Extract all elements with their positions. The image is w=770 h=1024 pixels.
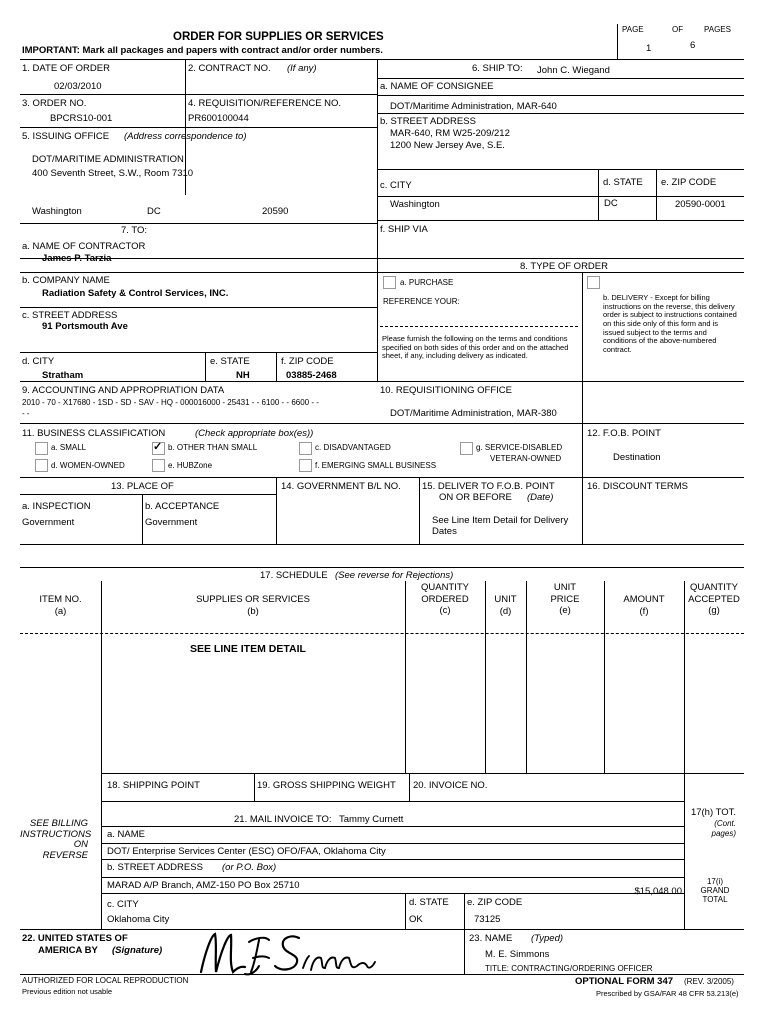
order-no-value: BPCRS10-001	[50, 113, 113, 124]
officer-name-label: 23. NAME	[469, 933, 513, 944]
signature-image	[195, 928, 380, 978]
contractor-zip-value: 03885-2468	[286, 370, 337, 381]
invoice-zip-label: e. ZIP CODE	[467, 897, 523, 908]
issuing-office-line1: DOT/MARITIME ADMINISTRATION	[32, 154, 184, 165]
grand-total-label: 17(i) GRAND TOTAL	[700, 877, 730, 904]
schedule-hint: (See reverse for Rejections)	[335, 570, 454, 581]
hubzone-label: e. HUBZone	[168, 461, 213, 470]
contractor-state-value: NH	[236, 370, 250, 381]
page-label: PAGE	[622, 25, 644, 34]
total-cont-pages: 17(h) TOT. (Cont. pages)	[690, 807, 736, 838]
date-of-order-label: 1. DATE OF ORDER	[22, 63, 110, 74]
form-title: ORDER FOR SUPPLIES OR SERVICES	[173, 31, 384, 43]
prescribed-by: Prescribed by GSA/FAR 48 CFR 53.213(e)	[596, 989, 739, 998]
hubzone-checkbox[interactable]	[152, 459, 165, 472]
accounting-line2: - -	[22, 409, 30, 418]
ship-state-value: DC	[604, 198, 618, 209]
order-no-label: 3. ORDER NO.	[22, 98, 87, 109]
issuing-office-label: 5. ISSUING OFFICE	[22, 131, 110, 142]
ship-to-value: John C. Wiegand	[537, 65, 610, 76]
invoice-city-label: c. CITY	[107, 899, 139, 910]
ship-zip-label: e. ZIP CODE	[661, 177, 717, 188]
emerging-small-business-label: f. EMERGING SMALL BUSINESS	[315, 461, 437, 470]
contractor-name-label: a. NAME OF CONTRACTOR	[22, 241, 146, 252]
invoice-street-hint: (or P.O. Box)	[222, 862, 277, 873]
pages-label: PAGES	[704, 25, 731, 34]
contractor-zip-label: f. ZIP CODE	[281, 356, 334, 367]
issuing-office-hint: (Address correspondence to)	[124, 131, 247, 142]
mail-invoice-label: 21. MAIL INVOICE TO:	[234, 814, 332, 825]
other-than-small-check-icon: ✓	[153, 441, 163, 453]
contractor-city-label: d. CITY	[22, 356, 55, 367]
invoice-state-label: d. STATE	[409, 897, 449, 908]
invoice-state-value: OK	[409, 914, 423, 925]
schedule-label: 17. SCHEDULE	[260, 570, 328, 581]
page-number: 1	[646, 43, 652, 54]
discount-terms-label: 16. DISCOUNT TERMS	[587, 481, 689, 492]
inspection-value: Government	[22, 517, 75, 528]
invoice-zip-value: 73125	[474, 914, 501, 925]
authorized-reproduction: AUTHORIZED FOR LOCAL REPRODUCTION	[22, 976, 189, 985]
col-supplies: SUPPLIES OR SERVICES (b)	[196, 594, 310, 617]
united-states-label: 22. UNITED STATES OF	[22, 933, 128, 944]
company-name-label: b. COMPANY NAME	[22, 275, 110, 286]
grand-total-amount: $15,048.00	[634, 886, 682, 897]
of-label: OF	[672, 25, 684, 34]
invoice-street-label: b. STREET ADDRESS	[107, 862, 203, 873]
other-than-small-label: b. OTHER THAN SMALL	[168, 443, 258, 452]
ship-via-label: f. SHIP VIA	[380, 224, 428, 235]
small-checkbox[interactable]	[35, 442, 48, 455]
ship-city-value: Washington	[390, 199, 440, 210]
women-owned-label: d. WOMEN-OWNED	[51, 461, 125, 470]
previous-edition: Previous edition not usable	[22, 987, 113, 996]
business-classification-label: 11. BUSINESS CLASSIFICATION	[22, 428, 166, 439]
veteran-owned-label: VETERAN-OWNED	[490, 454, 562, 463]
type-of-order-label: 8. TYPE OF ORDER	[520, 261, 608, 272]
requisition-no-value: PR600100044	[188, 113, 249, 124]
officer-title: TITLE: CONTRACTING/ORDERING OFFICER	[485, 964, 653, 973]
deliver-to-value1: See Line Item Detail for Delivery	[432, 515, 569, 526]
invoice-name-label: a. NAME	[107, 829, 146, 840]
contract-no-hint: (If any)	[287, 63, 317, 74]
optional-form-number: OPTIONAL FORM 347	[575, 976, 674, 987]
service-disabled-label: g. SERVICE-DISABLED	[476, 443, 563, 452]
ship-city-label: c. CITY	[380, 180, 412, 191]
acceptance-value: Government	[145, 517, 198, 528]
total-pages: 6	[690, 40, 696, 51]
delivery-checkbox[interactable]	[587, 276, 600, 289]
gross-shipping-weight-label: 19. GROSS SHIPPING WEIGHT	[257, 780, 396, 791]
see-line-item-detail: SEE LINE ITEM DETAIL	[190, 643, 306, 655]
issuing-office-state: DC	[147, 206, 161, 217]
women-owned-checkbox[interactable]	[35, 459, 48, 472]
disadvantaged-label: c. DISADVANTAGED	[315, 443, 391, 452]
reference-your-label: REFERENCE YOUR:	[383, 297, 460, 306]
furnish-text: Please furnish the following on the terms and conditions specified on both sides of this order and on the attached sheet, if any, including delivery as indicated.	[382, 334, 569, 361]
issuing-office-zip: 20590	[262, 206, 289, 217]
shipping-point-label: 18. SHIPPING POINT	[107, 780, 200, 791]
invoice-city-value: Oklahoma City	[107, 914, 170, 925]
invoice-no-label: 20. INVOICE NO.	[413, 780, 488, 791]
accounting-line1: 2010 - 70 - X17680 - 1SD - SD - SAV - HQ - 000016000 - 25431 - - 6100 - - 6600 - -	[22, 398, 319, 407]
ship-zip-value: 20590-0001	[675, 199, 726, 210]
invoice-name-value: DOT/ Enterprise Services Center (ESC) OFO/FAA, Oklahoma City	[107, 846, 386, 857]
place-of-label: 13. PLACE OF	[111, 481, 174, 492]
contractor-name-value: James P. Tarzia	[42, 253, 112, 264]
signature-hint: (Signature)	[112, 945, 163, 956]
purchase-checkbox[interactable]	[383, 276, 396, 289]
america-by-label: AMERICA BY	[38, 945, 98, 956]
consignee-label: a. NAME OF CONSIGNEE	[380, 81, 494, 92]
emerging-small-business-checkbox[interactable]	[299, 459, 312, 472]
officer-name-hint: (Typed)	[531, 933, 564, 944]
officer-name-value: M. E. Simmons	[485, 949, 550, 960]
fob-point-value: Destination	[613, 452, 661, 463]
requisitioning-office-value: DOT/Maritime Administration, MAR-380	[390, 408, 557, 419]
service-disabled-checkbox[interactable]	[460, 442, 473, 455]
issuing-office-line2: 400 Seventh Street, S.W., Room 7310	[32, 168, 194, 179]
contractor-city-value: Stratham	[42, 370, 84, 381]
issuing-office-city: Washington	[32, 206, 82, 217]
date-of-order-value: 02/03/2010	[54, 81, 102, 92]
on-or-before-hint: (Date)	[527, 492, 554, 503]
to-label: 7. TO:	[121, 225, 148, 236]
government-bl-label: 14. GOVERNMENT B/L NO.	[281, 481, 401, 492]
ship-to-label: 6. SHIP TO:	[472, 63, 523, 74]
important-note: IMPORTANT: Mark all packages and papers with contract and/or order numbers.	[22, 45, 383, 56]
requisition-no-label: 4. REQUISITION/REFERENCE NO.	[188, 98, 342, 109]
ship-street-label: b. STREET ADDRESS	[380, 116, 476, 127]
company-name-value: Radiation Safety & Control Services, INC.	[42, 288, 229, 299]
ship-state-label: d. STATE	[603, 177, 643, 188]
see-billing-instructions: SEE BILLING INSTRUCTIONS ON REVERSE	[20, 818, 92, 861]
small-label: a. SMALL	[51, 443, 87, 452]
contractor-street-value: 91 Portsmouth Ave	[42, 321, 128, 332]
ship-street-line1: MAR-640, RM W25-209/212	[390, 128, 510, 139]
col-amount: AMOUNT (f)	[623, 594, 665, 617]
contract-no-label: 2. CONTRACT NO.	[188, 63, 271, 74]
disadvantaged-checkbox[interactable]	[299, 442, 312, 455]
accounting-label: 9. ACCOUNTING AND APPROPRIATION DATA	[22, 385, 225, 396]
col-item-no: ITEM NO. (a)	[39, 594, 82, 617]
on-or-before-label: ON OR BEFORE	[439, 492, 512, 503]
col-quantity-accepted: QUANTITY ACCEPTED (g)	[688, 582, 740, 616]
col-unit: UNIT (d)	[494, 594, 517, 617]
contractor-state-label: e. STATE	[210, 356, 250, 367]
deliver-to-value2: Dates	[432, 526, 457, 537]
ship-street-line2: 1200 New Jersey Ave, S.E.	[390, 140, 505, 151]
fob-point-label: 12. F.O.B. POINT	[587, 428, 661, 439]
acceptance-label: b. ACCEPTANCE	[145, 501, 220, 512]
delivery-text: b. DELIVERY - Except for billing instructions on the reverse, this delivery order is subject to instructions contained on this side only of this form and is issued subject to the terms and conditions of the above-numbered contract.	[603, 293, 737, 354]
business-classification-hint: (Check appropriate box(es))	[195, 428, 314, 439]
mail-invoice-to: Tammy Curnett	[339, 814, 404, 825]
invoice-street-value: MARAD A/P Branch, AMZ-150 PO Box 25710	[107, 880, 300, 891]
consignee-value: DOT/Maritime Administration, MAR-640	[390, 101, 557, 112]
inspection-label: a. INSPECTION	[22, 501, 91, 512]
col-unit-price: UNIT PRICE (e)	[550, 582, 580, 616]
col-quantity-ordered: QUANTITY ORDERED (c)	[420, 582, 470, 616]
contractor-street-label: c. STREET ADDRESS	[22, 310, 118, 321]
purchase-label: a. PURCHASE	[400, 278, 454, 287]
form-revision: (REV. 3/2005)	[684, 977, 734, 986]
requisitioning-office-label: 10. REQUISITIONING OFFICE	[380, 385, 512, 396]
deliver-to-label: 15. DELIVER TO F.O.B. POINT	[422, 481, 555, 492]
